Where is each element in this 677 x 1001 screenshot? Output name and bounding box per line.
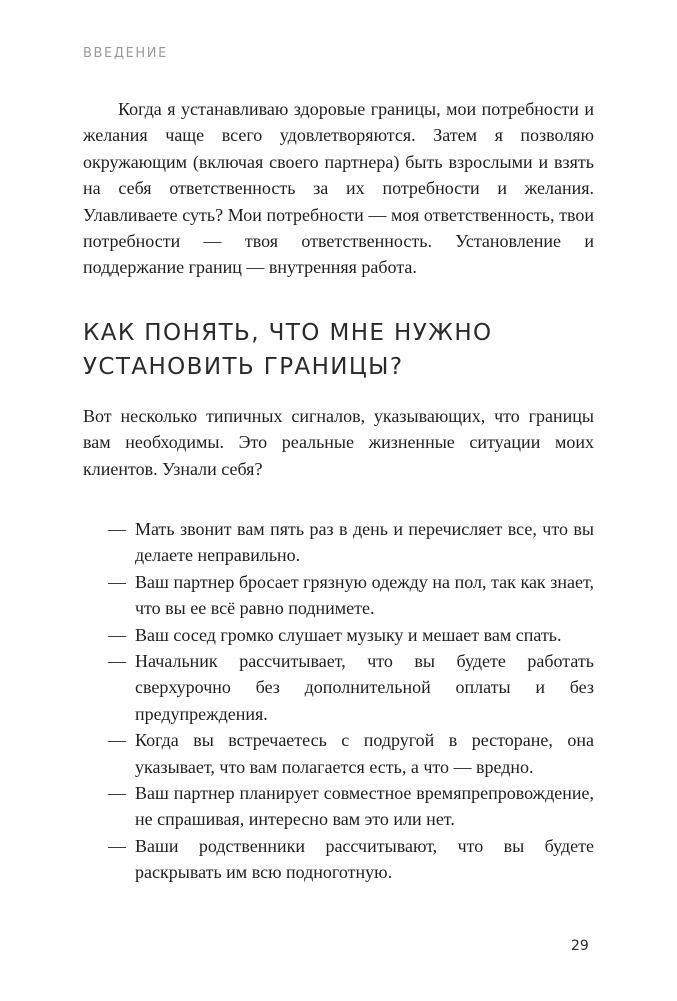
- list-item: [83, 516, 594, 569]
- running-head: ВВЕДЕНИЕ: [83, 46, 168, 61]
- list-item: [83, 622, 594, 648]
- section-heading-line-1: КАК ПОНЯТЬ, ЧТО МНЕ НУЖНО: [83, 320, 493, 346]
- list-item-text: Ваш партнер планирует совместное времяпрепровождение, не спрашивая, интересно вам это или нет.: [135, 783, 594, 830]
- list-item: [83, 727, 594, 780]
- list-item-text: Ваш сосед громко слушает музыку и мешает вам спать.: [135, 624, 562, 645]
- intro-paragraph: Когда я устанавливаю здоровые границы, мои потребности и желания чаще всего удовлетворяются. Затем я позволяю окружающим (включая своего партнера) быть взрослыми и взять на себя ответственность за их потребности и желания. Улавливаете суть? Мои потребности — моя ответственность, твои потребности — твоя ответственность. Установление и поддержание границ — внутренняя работа.: [83, 99, 594, 278]
- list-item: [83, 648, 594, 727]
- section-heading: [83, 316, 603, 384]
- section-heading-line-2: УСТАНОВИТЬ ГРАНИЦЫ?: [83, 354, 404, 380]
- list-item-text: Мать звонит вам пять раз в день и перечисляет все, что вы делаете неправильно.: [135, 519, 594, 566]
- list-item-text: Ваш партнер бросает грязную одежду на пол, так как знает, что вы ее всё равно поднимете.: [135, 571, 594, 619]
- list-dash: —: [108, 519, 126, 539]
- signals-list: [83, 516, 594, 886]
- list-dash: —: [108, 783, 126, 804]
- list-dash: —: [108, 730, 126, 751]
- list-dash: —: [108, 571, 126, 592]
- list-dash: —: [108, 651, 126, 672]
- list-dash: —: [108, 624, 126, 645]
- list-item-text: Когда вы встречаетесь с подругой в ресторане, она указывает, что вам полагается есть, а что — вредно.: [135, 730, 594, 777]
- lead-paragraph: Вот несколько типичных сигналов, указывающих, что границы вам необходимы. Это реальные жизненные ситуации моих клиентов. Узнали себя?: [83, 406, 594, 479]
- list-item: [83, 780, 594, 833]
- list-item: [83, 569, 594, 622]
- page-number: 29: [571, 938, 589, 954]
- list-item: [83, 833, 594, 886]
- list-item-text: Начальник рассчитывает, что вы будете работать сверхурочно без дополнительной оплаты и без предупреждения.: [135, 651, 594, 724]
- list-dash: —: [108, 835, 126, 856]
- list-item-text: Ваши родственники рассчитывают, что вы будете раскрывать им всю подноготную.: [135, 835, 594, 883]
